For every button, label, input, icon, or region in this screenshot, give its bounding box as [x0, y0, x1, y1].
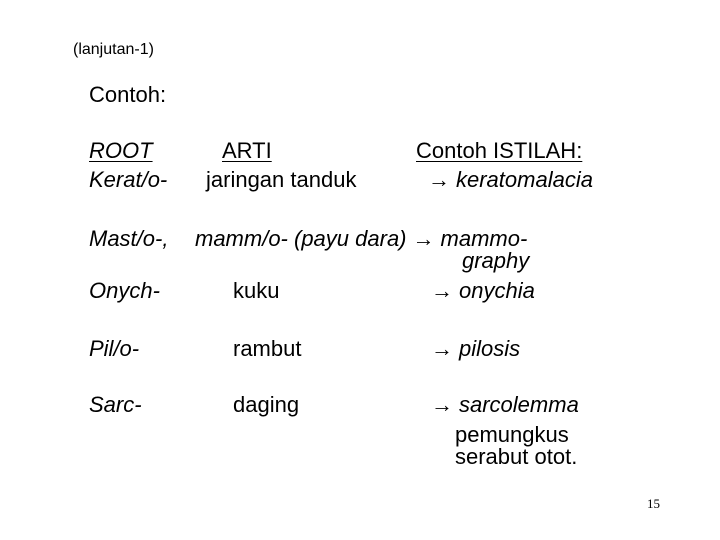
column-header-root: ROOT — [89, 138, 153, 163]
column-header-arti — [222, 140, 392, 162]
row-1-arti: jaringan tanduk — [206, 167, 357, 192]
row-2-root: Mast/o-, — [89, 226, 169, 251]
row-5-istilah-text: sarcolemma — [459, 392, 579, 417]
row-3-arti: kuku — [233, 278, 280, 303]
arrow-right-icon: → — [412, 226, 435, 251]
row-1-istilah-text: keratomalacia — [456, 167, 593, 192]
row-2-arti-text: mamm/o- (payu dara) — [195, 226, 407, 251]
row-3-istilah — [431, 280, 535, 302]
row-3-istilah-text: onychia — [459, 278, 535, 303]
column-header-contoh-istilah — [416, 140, 610, 162]
row-2-arti — [195, 228, 527, 250]
row-5-arti: daging — [233, 392, 300, 417]
row-4-istilah-text: pilosis — [459, 336, 521, 361]
row-5-note-line-1: pemungkus — [455, 422, 569, 447]
row-4-arti: rambut — [233, 336, 302, 361]
row-4-root: Pil/o- — [89, 336, 140, 361]
page-number: 15 — [647, 496, 660, 511]
row-3-root: Onych- — [89, 278, 160, 303]
row-5-root: Sarc- — [89, 392, 142, 417]
row-1-root: Kerat/o- — [89, 167, 168, 192]
arrow-right-icon: → — [431, 278, 453, 303]
subtitle: (lanjutan-1) — [73, 41, 154, 58]
column-header-contoh-text: Contoh ISTILAH: — [416, 138, 583, 163]
column-header-arti-text: ARTI — [222, 138, 272, 163]
row-2-istilah-text: mammo- — [440, 226, 528, 251]
arrow-right-icon: → — [431, 392, 453, 417]
row-4-istilah — [431, 338, 520, 360]
row-5-note-line-2: serabut otot. — [455, 444, 578, 469]
arrow-right-icon: → — [431, 336, 453, 361]
arrow-right-icon: → — [428, 167, 450, 192]
row-5-istilah — [431, 394, 579, 416]
row-2-istilah-continued: graphy — [462, 248, 530, 273]
heading: Contoh: — [89, 82, 167, 107]
row-1-istilah — [428, 169, 593, 191]
